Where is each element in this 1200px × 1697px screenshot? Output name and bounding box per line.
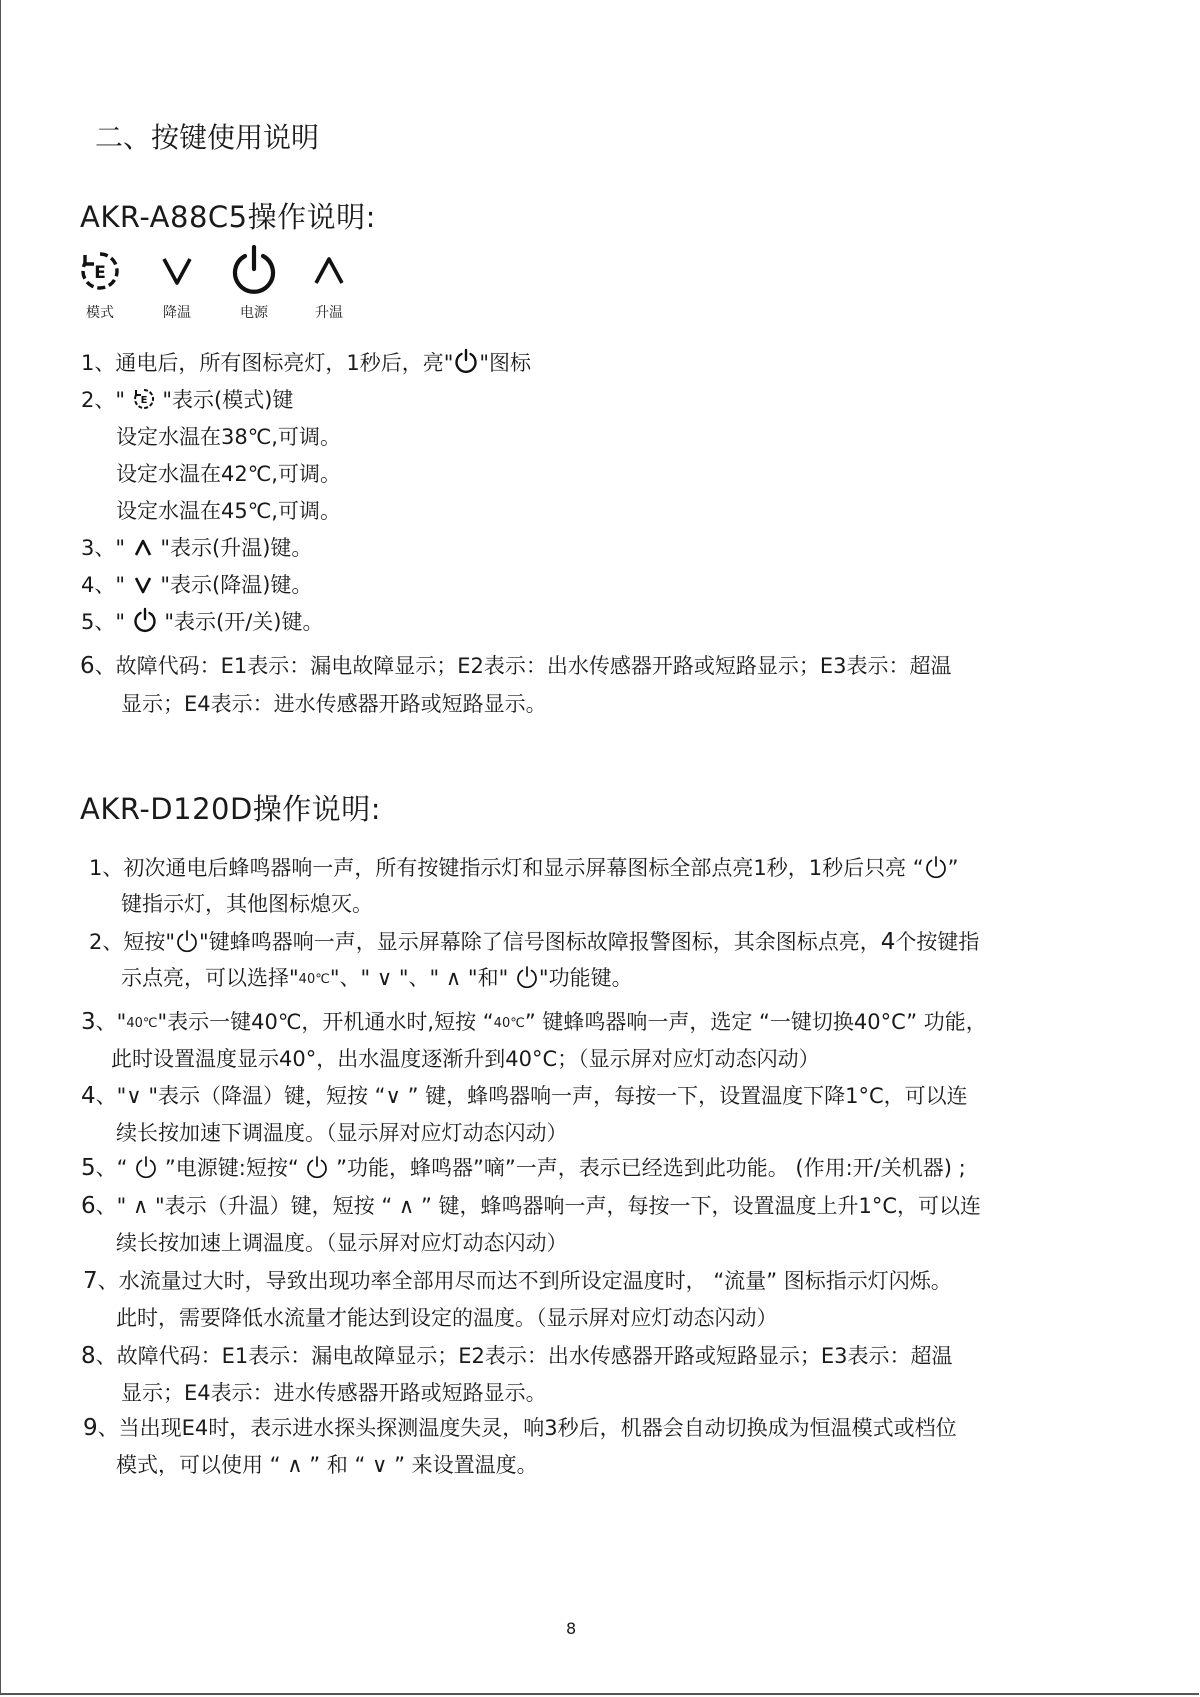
m1-item-2-line-38: 设定水温在38℃,可调。	[116, 425, 341, 449]
m2-item-2-text-g: "功能键。	[538, 966, 633, 990]
power-icon	[924, 855, 948, 879]
m1-item-4-text-a: 4、"	[81, 573, 132, 597]
power-icon	[134, 1155, 158, 1179]
key-temp-up	[294, 250, 364, 322]
m2-item-8	[81, 1340, 953, 1370]
key-temp-up-label: 升温	[315, 305, 343, 321]
m2-item-8-text-a: 、故障代码：E1表示：漏电故障显示；E2表示：出水传感器开路或短路显示；E3表示：超温	[95, 1344, 953, 1368]
m1-item-6-text-a: 、故障代码：E1表示：漏电故障显示；E2表示：出水传感器开路或短路显示；E3表示：超温	[94, 654, 952, 678]
m1-item-6	[80, 650, 952, 680]
mode-e-icon	[132, 387, 156, 411]
key-mode	[65, 250, 135, 322]
key-power	[219, 244, 289, 322]
m2-item-9-number: 9	[83, 1415, 98, 1441]
m2-item-3-text-e: ” 键蜂鸣器响一声，选定 “一键切换40°C” 功能，	[524, 1010, 987, 1034]
m2-item-2-text-f: "、" ∨ "、" ∧ "和"	[329, 966, 515, 990]
m2-item-9-cont: 模式，可以使用 “ ∧ ” 和 “ ∨ ” 来设置温度。	[116, 1453, 538, 1477]
m2-item-9-text-a: 、当出现E4时，表示进水探头探测温度失灵，响3秒后，机器会自动切换成为恒温模式或档位	[97, 1416, 957, 1440]
m2-item-4-text-a: 、"∨ "表示（降温）键，短按 “∨ ” 键，蜂鸣器响一声，每按一下，设置温度下降1°C，可以连	[95, 1084, 968, 1108]
m2-item-2-cont	[121, 962, 633, 992]
power-icon	[305, 1155, 329, 1179]
m2-item-1-text-b: ”	[947, 856, 959, 880]
section-title: 二、按键使用说明	[95, 121, 320, 154]
one-key-40-icon: 40℃	[493, 1016, 525, 1031]
key-temp-down-label: 降温	[163, 305, 191, 321]
m2-item-4-cont: 续长按加速下调温度。（显示屏对应灯动态闪动）	[116, 1121, 568, 1145]
m1-item-3-text-a: 3、"	[81, 536, 132, 560]
power-icon	[132, 607, 158, 633]
m1-item-5	[81, 606, 324, 636]
power-icon	[515, 965, 539, 989]
mode-e-icon	[79, 250, 121, 292]
m2-item-4-number: 4	[81, 1083, 96, 1109]
m1-item-3	[81, 532, 312, 562]
m1-item-4	[81, 569, 312, 599]
m1-item-2-text-a: 2、"	[81, 388, 132, 412]
m2-item-5	[81, 1152, 966, 1182]
m2-item-7-cont: 此时，需要降低水流量才能达到设定的温度。（显示屏对应灯动态闪动）	[116, 1306, 778, 1330]
m2-item-2-text-d: 示点亮，可以选择"	[121, 966, 299, 990]
m2-item-3-text-c: "表示一键40℃，开机通水时,短按 “	[157, 1010, 494, 1034]
m1-item-6-cont: 显示；E4表示：进水传感器开路或短路显示。	[121, 692, 547, 716]
m1-item-3-text-b: "表示(升温)键。	[153, 536, 313, 560]
key-temp-down	[142, 250, 212, 322]
m2-item-1	[89, 852, 959, 882]
page-number: 8	[566, 1619, 577, 1638]
m2-item-2-text-b: "键蜂鸣器响一声，显示屏幕除了信号图标故障报警图标，其余图标点亮，	[199, 930, 881, 954]
m2-item-7-number: 7	[83, 1268, 98, 1294]
svg-text:E: E	[94, 263, 106, 283]
chevron-up-icon	[308, 250, 350, 292]
m1-item-1-text-b: "图标	[479, 351, 532, 375]
key-power-label: 电源	[240, 305, 268, 321]
m2-item-3	[81, 1006, 987, 1036]
m1-item-1-text-a: 1、通电后，所有图标亮灯，1秒后，亮"	[81, 351, 454, 375]
m2-item-4	[81, 1080, 968, 1110]
chevron-up-icon	[132, 537, 154, 559]
m1-item-5-text-a: 5、"	[81, 610, 132, 634]
power-icon	[175, 929, 199, 953]
power-icon	[229, 244, 279, 294]
m2-item-5-text-a: 、“	[95, 1156, 135, 1180]
m1-item-6-number: 6	[80, 653, 95, 679]
m1-item-2	[81, 384, 293, 414]
m1-item-1	[81, 347, 531, 377]
m2-item-5-number: 5	[81, 1155, 96, 1181]
m1-item-2-line-42: 设定水温在42℃,可调。	[116, 462, 341, 486]
svg-text:E: E	[140, 395, 148, 406]
m2-item-9	[83, 1412, 957, 1442]
one-key-40-icon: 40℃	[126, 1016, 158, 1031]
m1-item-5-text-b: "表示(开/关)键。	[157, 610, 324, 634]
one-key-40-icon: 40℃	[298, 972, 330, 987]
m2-item-6-text-a: 、" ∧ "表示（升温）键，短按 “ ∧ ” 键，蜂鸣器响一声，每按一下，设置温度上升1°C，可以连	[95, 1194, 982, 1218]
m2-item-3-number: 3	[81, 1009, 96, 1035]
m2-item-1-text-a: 1、初次通电后蜂鸣器响一声，所有按键指示灯和显示屏幕图标全部点亮1秒，1秒后只亮 “	[89, 856, 924, 880]
m2-item-3-text-a: 、"	[95, 1010, 127, 1034]
m2-item-7	[83, 1265, 952, 1295]
m2-item-2	[89, 926, 979, 956]
chevron-down-icon	[156, 250, 198, 292]
model2-title: AKR-D120D操作说明:	[80, 792, 382, 826]
m2-item-7-text-a: 、水流量过大时，导致出现功率全部用尽而达不到所设定温度时， “流量” 图标指示灯闪烁。	[97, 1269, 952, 1293]
m2-item-6-number: 6	[81, 1193, 96, 1219]
model1-title: AKR-A88C5操作说明:	[80, 200, 376, 234]
m2-item-6	[81, 1190, 981, 1220]
m2-item-5-text-b: ”电源键:短按“	[158, 1156, 306, 1180]
key-mode-label: 模式	[86, 305, 114, 321]
m1-item-2-line-45: 设定水温在45℃,可调。	[116, 499, 341, 523]
power-icon	[453, 348, 479, 374]
m2-item-8-cont: 显示；E4表示：进水传感器开路或短路显示。	[121, 1381, 547, 1405]
m2-item-6-cont: 续长按加速上调温度。（显示屏对应灯动态闪动）	[116, 1231, 568, 1255]
m1-item-2-text-b: "表示(模式)键	[155, 388, 294, 412]
m2-item-2-count: 4	[880, 929, 896, 955]
m2-item-3-cont: 此时设置温度显示40°，出水温度逐渐升到40°C；（显示屏对应灯动态闪动）	[111, 1047, 820, 1071]
m2-item-2-text-c: 个按键指	[895, 930, 980, 954]
m1-item-4-text-b: "表示(降温)键。	[153, 573, 313, 597]
m2-item-1-cont: 键指示灯，其他图标熄灭。	[121, 892, 373, 916]
m2-item-5-text-c: ”功能，蜂鸣器”嘀”一声，表示已经选到此功能。 (作用:开/关机器) ;	[329, 1156, 966, 1180]
m2-item-8-number: 8	[81, 1343, 96, 1369]
chevron-down-icon	[132, 574, 154, 596]
m2-item-2-text-a: 2、短按"	[89, 930, 176, 954]
